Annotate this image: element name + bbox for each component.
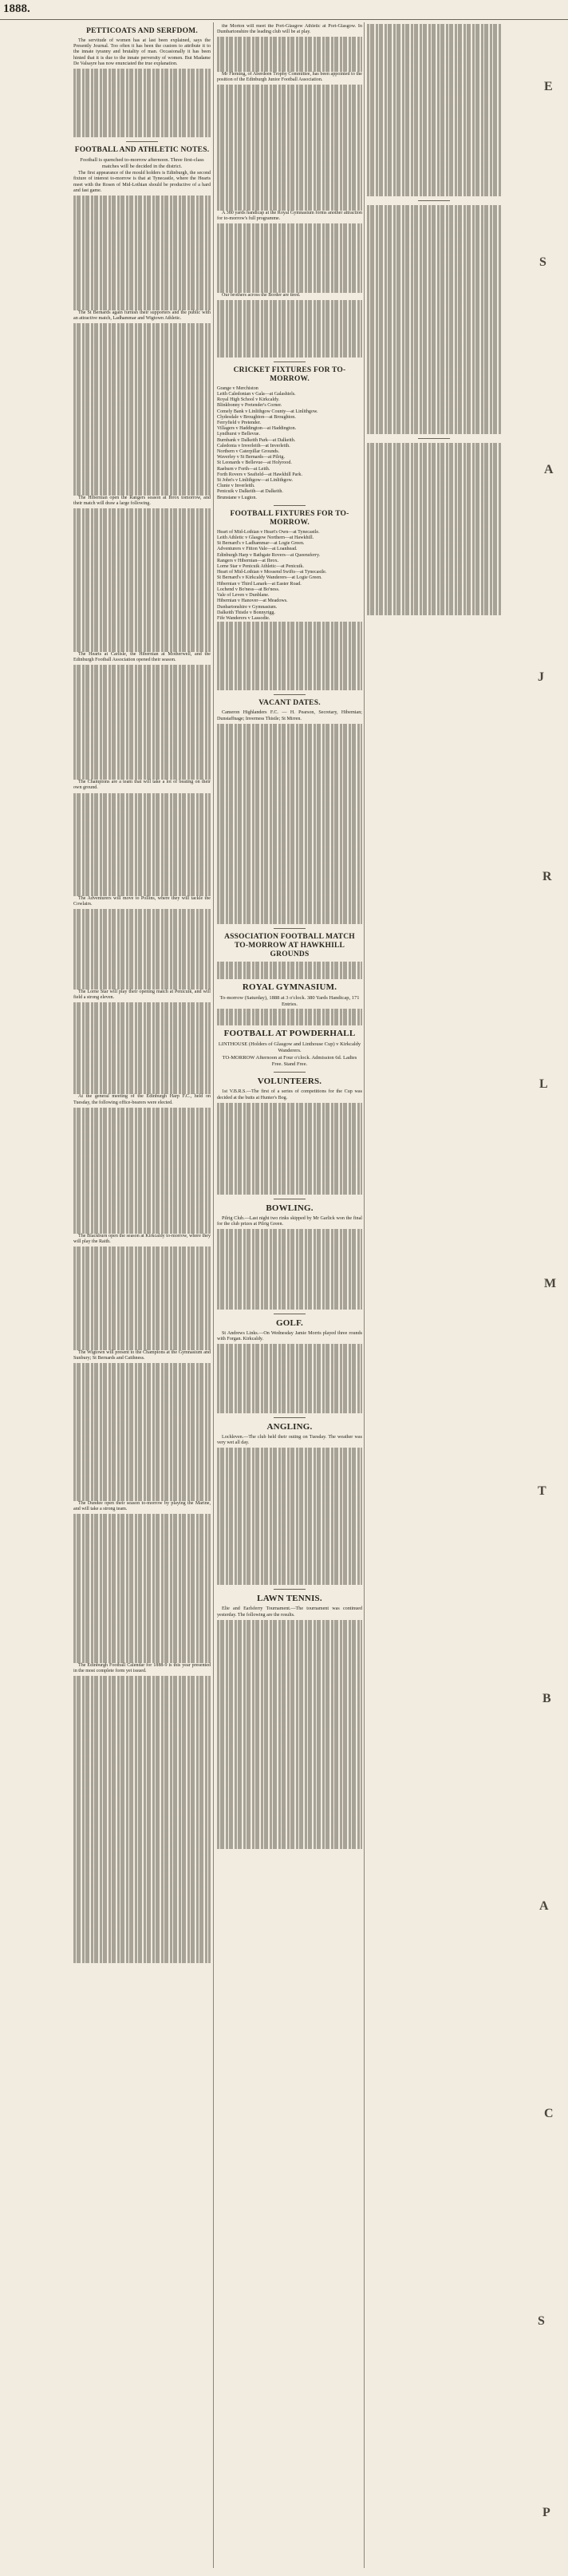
list-item: Lorne Star v Penicuik Athletic—at Penicuik. bbox=[217, 564, 304, 570]
football-intro: Football is quenched to-morrow afternoon. Three first-class matches will be decided in the district. bbox=[80, 157, 204, 170]
football-para-12: The Edinburgh Football Calendar for 1888-9 is this year presented in the most complete form yet issued. bbox=[73, 1662, 211, 1674]
volunteers-para: 1st V.B.R.S.—The first of a series of competitions for the Cup was decided at the butts at Hunter's Bog. bbox=[217, 1089, 362, 1100]
margin-letter: T bbox=[538, 1484, 546, 1498]
list-item: Ferryfield v Pretender. bbox=[217, 421, 261, 426]
column-three bbox=[367, 24, 501, 2570]
bowling-para: Pilrig Club.—Last night two rinks skipped by Mr Garlick won the final for the club prizes at Pilrig Green. bbox=[217, 1215, 362, 1227]
margin-letter: E bbox=[544, 80, 553, 93]
list-item: Clydesdale v Broughton—at Broughton. bbox=[217, 414, 296, 420]
list-item: Burnbank v Dalkeith Park—at Dalkeith. bbox=[217, 437, 296, 443]
list-item: St Leonards v Bellevue—at Holyrood. bbox=[217, 460, 292, 466]
column-two bbox=[217, 24, 362, 2570]
article-petticoats: The servitude of women has at last been explained, says the Presently Journal. Too often it has been the custom to attribute it to the innate tyranny and brutality of man. Occasionally it has been hinted that it is due to the innate perversity of women. But Madame De Valsayre has now enunciated the true explanation. bbox=[73, 38, 211, 66]
margin-letter: S bbox=[539, 255, 546, 269]
list-item: Leith Athletic v Glasgow Northern—at Hawkhill. bbox=[217, 535, 314, 541]
heading-cricket-fixtures: CRICKET FIXTURES FOR TO-MORROW. bbox=[233, 365, 346, 383]
football-para-1: The first appearance of the mould holders is Edinburgh, the second fixture of interest to-morrow is that at Tynecastle, where the Hearts meet with the Rosen of Mid-Lothian should be productive of a hard and fast game. bbox=[73, 171, 211, 193]
column-rule-1 bbox=[213, 22, 214, 2568]
margin-letter: A bbox=[539, 1899, 549, 1913]
list-item: Blinkbonny v Pretender's Corner. bbox=[217, 403, 282, 409]
list-item: Forth Rovers v Seafield—at Hawkhill Park. bbox=[217, 472, 302, 477]
football-para-6: The Adventurers will move to Pollins, where they will tackle the Cowlairs. bbox=[73, 895, 211, 907]
football-para-11: The Dundee open their season to-morrow by playing the Marine, and will take a strong team. bbox=[73, 1500, 211, 1511]
football-para-2: The St Bernards again furnish their supporters and the public with an attractive match, Ladhammar and Wigtown Athletic. bbox=[73, 310, 211, 322]
angling-para: Lochleven.—The club held their outing on Tuesday. The weather was very wet all day. bbox=[217, 1434, 362, 1445]
gymnasium-handicap-para: A 380 yards handicap at the Royal Gymnasium forms another attraction for to-morrow's full programme. bbox=[217, 211, 362, 222]
powderhall-admission: TO-MORROW Afternoon at Four o'clock. Admission 6d. Ladies Free. Stand Free. bbox=[222, 1055, 357, 1068]
list-item: Hibernian v Hanover—at Meadows. bbox=[217, 599, 288, 604]
left-margin-scraps bbox=[0, 24, 67, 2570]
list-item: Brunstane v Lugton. bbox=[217, 495, 257, 500]
list-item: Caledonia v Inverleith—at Inverleith. bbox=[217, 443, 290, 448]
margin-letter: M bbox=[544, 1277, 557, 1290]
football-para-3: The Hibernian open the Rangers season at Ibrox tomorrow, and their match will draw a large following. bbox=[73, 495, 211, 507]
golf-para: St Andrews Links.—On Wednesday Jamie Morris played three rounds with Forgan. Kirkcaldy. bbox=[217, 1330, 362, 1342]
list-item: Edinburgh Harp v Bathgate Rovers—at Queensferry. bbox=[217, 552, 321, 558]
heading-golf: GOLF. bbox=[276, 1318, 303, 1328]
top-rule bbox=[0, 19, 568, 20]
list-item: St Bernard's v Ladhammar—at Logie Green. bbox=[217, 541, 305, 547]
list-item: Royal High School v Kirkcaldy. bbox=[217, 397, 280, 403]
list-item: Penicuik v Dalkeith—at Dalkeith. bbox=[217, 489, 283, 495]
list-item: Northern v Caterpillar Grounds. bbox=[217, 449, 280, 455]
cricket-fixtures-list bbox=[217, 386, 362, 501]
list-item: Leith Caledonian v Gala—at Galashiels. bbox=[217, 392, 296, 397]
heading-powderhall: FOOTBALL AT POWDERHALL bbox=[223, 1029, 356, 1039]
right-margin-scraps bbox=[520, 48, 565, 2562]
margin-letter: C bbox=[544, 2107, 554, 2120]
vacant-dates-para: Cameron Highlanders F.C. — H. Pearson, Secretary, Hibernian; Dunstaffnage; Inverness Thistle; St Mirren. bbox=[217, 710, 362, 721]
list-item: Villagers v Haddington—at Haddington. bbox=[217, 426, 297, 432]
heading-hawkhill-match: ASSOCIATION FOOTBALL MATCH TO-MORROW AT HAWKHILL GROUNDS bbox=[224, 933, 355, 959]
football-para-9: The Blackburn open the season at Kirkcaldy to-morrow, where they will play the Raith. bbox=[73, 1233, 211, 1245]
powderhall-notice: LINTHOUSE (Holders of Glasgow and Linthouse Cup) v Kirkcaldy Wanderers. bbox=[218, 1041, 361, 1054]
heading-volunteers: VOLUNTEERS. bbox=[257, 1077, 322, 1087]
margin-letter: L bbox=[539, 1077, 548, 1091]
list-item: Waverley v St Bernards—at Pilrig. bbox=[217, 455, 285, 460]
football-para-4: The Hearts at Carlisle, the Hibernian at Motherwell, and the Edinburgh Football Association opened their season. bbox=[73, 651, 211, 663]
football-para-7: The Lorne Star will play their opening match at Penicuik, and will field a strong eleven. bbox=[73, 989, 211, 1001]
margin-letter: A bbox=[544, 463, 554, 476]
heading-petticoats: PETTICOATS AND SERFDOM. bbox=[86, 27, 198, 35]
heading-lawn-tennis: LAWN TENNIS. bbox=[257, 1594, 322, 1604]
list-item: Fife Wanderers v Lassodie. bbox=[217, 615, 270, 621]
list-item: Dunbartonshire v Gymnasium. bbox=[217, 604, 278, 610]
list-item: Heart of Mid-Lothian v Mossend Swifts—at Tynecastle. bbox=[217, 570, 327, 575]
list-item: Lyndhurst v Bellevue. bbox=[217, 432, 260, 437]
list-item: Rangers v Hibernian—at Ibrox. bbox=[217, 558, 279, 563]
margin-letter: P bbox=[542, 2506, 550, 2519]
gymnasium-notice: To-morrow (Saturday), 1888 at 3 o'clock. 380 Yards Handicap, 171 Entries. bbox=[219, 994, 360, 1007]
margin-letter: B bbox=[542, 1692, 551, 1705]
football-fixtures-list bbox=[217, 530, 362, 622]
list-item: Heart of Mid-Lothian v Heart's Own—at Tynecastle. bbox=[217, 529, 320, 535]
column-one bbox=[73, 24, 211, 2570]
list-item: Vale of Leven v Dunblane. bbox=[217, 593, 270, 599]
page-date: 1888. bbox=[3, 2, 30, 15]
margin-letter: J bbox=[538, 670, 544, 684]
list-item: Clunie v Inverleith. bbox=[217, 484, 255, 489]
margin-letter: S bbox=[538, 2314, 545, 2328]
list-item: Dalkeith Thistle v Bonnyrigg. bbox=[217, 610, 276, 615]
heading-royal-gymnasium: ROYAL GYMNASIUM. bbox=[242, 982, 337, 992]
heading-angling: ANGLING. bbox=[266, 1421, 313, 1432]
list-item: St Bernard's v Kirkcaldy Wanderers—at Logie Green. bbox=[217, 575, 322, 581]
list-item: St John's v Linlithgow—at Linlithgow. bbox=[217, 478, 293, 484]
junior-association-para: Mr Fleming, of Aberdeen Trophy Committee, has been appointed to the position of the Edinburgh Junior Football Association. bbox=[217, 71, 362, 82]
football-para-10: The Wigtown will present to the Champions at the Gymnasium and Sunbury; St Bernards and Caithness. bbox=[73, 1349, 211, 1361]
column-rule-2 bbox=[364, 22, 365, 2568]
heading-football-athletic: FOOTBALL AND ATHLETIC NOTES. bbox=[74, 146, 210, 155]
list-item: Raeburn v Forth—at Leith. bbox=[217, 466, 270, 472]
list-item: Lochend v Bo'ness—at Bo'ness. bbox=[217, 587, 280, 592]
list-item: Comely Bank v Linlithgow County—at Linlithgow. bbox=[217, 409, 318, 414]
football-para-8: At the general meeting of the Edinburgh Harp F.C., held on Tuesday, the following office-bearers were elected. bbox=[73, 1094, 211, 1105]
lawn-tennis-para: Elie and Earlsferry Tournament.—The tournament was continued yesterday. The following are the results. bbox=[217, 1606, 362, 1618]
border-para: Our brothers across the Border are tired. bbox=[222, 292, 301, 298]
margin-letter: R bbox=[542, 870, 552, 883]
heading-football-fixtures: FOOTBALL FIXTURES FOR TO-MORROW. bbox=[230, 509, 349, 527]
list-item: Hibernian v Third Lanark—at Easter Road. bbox=[217, 581, 302, 587]
heading-bowling: BOWLING. bbox=[266, 1203, 314, 1213]
football-para-5: The Champions are a team that will take a lot of beating on their own ground. bbox=[73, 780, 211, 791]
heading-vacant-dates: VACANT DATES. bbox=[258, 699, 321, 708]
column-two-intro: the Morton will meet the Port-Glasgow Athletic at Port-Glasgow. In Dumbartonshire the leading club will be at play. bbox=[217, 24, 362, 35]
list-item: Grange v Merchiston bbox=[217, 385, 258, 391]
list-item: Adventurers v Fitton Vale—at Loanhead. bbox=[217, 547, 298, 552]
